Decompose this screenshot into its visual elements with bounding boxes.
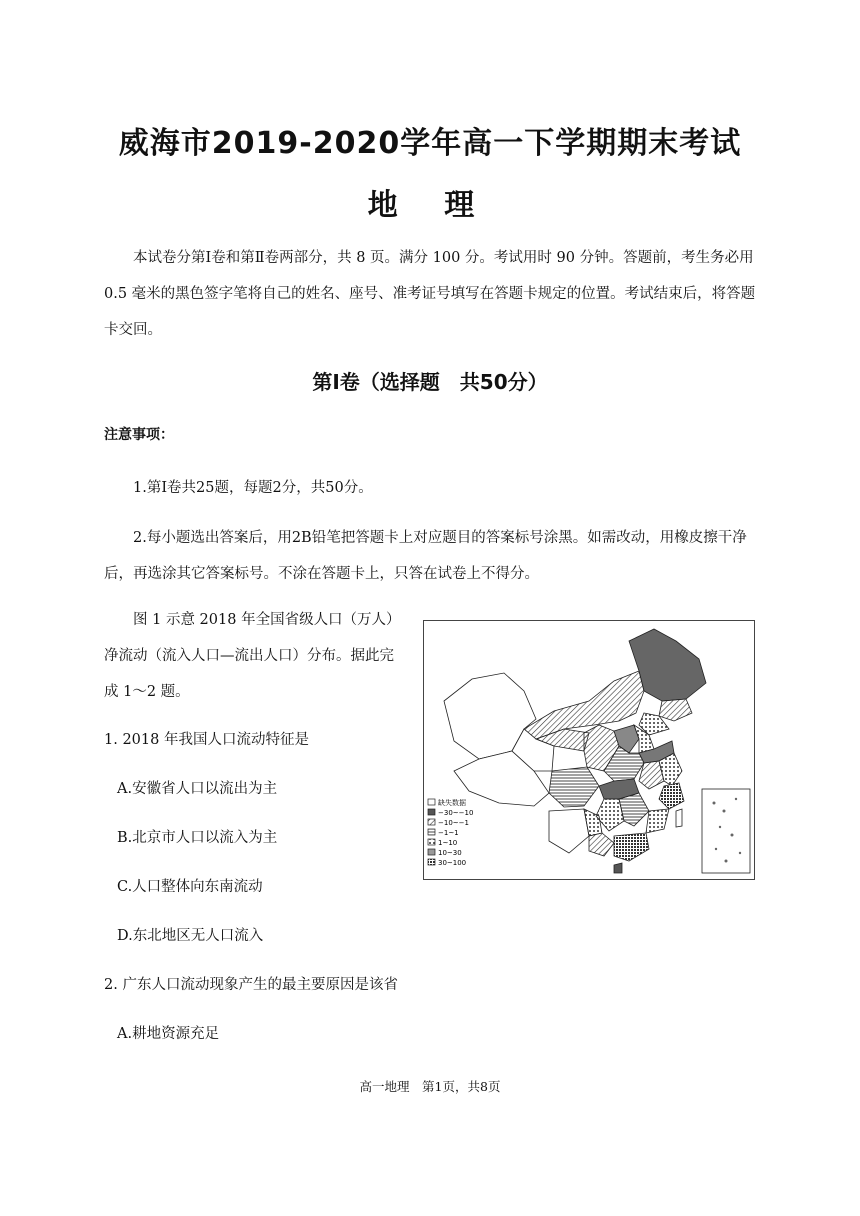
question-1-option-a: A.安徽省人口以流出为主 bbox=[117, 781, 278, 797]
region-guangdong bbox=[614, 833, 649, 861]
question-2-stem: 2. 广东人口流动现象产生的最主要原因是该省 bbox=[104, 977, 398, 993]
question-1-stem: 1. 2018 年我国人口流动特征是 bbox=[104, 732, 309, 748]
region-hainan bbox=[614, 863, 622, 873]
notice-item-2: 2.每小题选出答案后，用2B铅笔把答题卡上对应题目的答案标号涂黑。如需改动，用橡皮擦干净后，再选涂其它答案标号。不涂在答题卡上，只答在试卷上不得分。 bbox=[104, 530, 747, 582]
legend-item: 缺失数据 bbox=[438, 799, 466, 807]
region-sichuan bbox=[549, 767, 599, 807]
question-1-option-d: D.东北地区无人口流入 bbox=[117, 928, 264, 944]
region-yunnan bbox=[549, 809, 589, 853]
legend-item: −30~−10 bbox=[438, 809, 474, 817]
question-1-option-b: B.北京市人口以流入为主 bbox=[117, 830, 278, 846]
legend-item: 30~100 bbox=[438, 859, 467, 867]
section-title: 第Ⅰ卷（选择题 共50分） bbox=[312, 370, 548, 394]
region-zhejiang bbox=[659, 783, 684, 809]
intro-paragraph: 本试卷分第Ⅰ卷和第Ⅱ卷两部分，共 8 页。满分 100 分。考试用时 90 分钟。答题前，考生务必用 0.5 毫米的黑色签字笔将自己的姓名、座号、准考证号填写在答题卡规定的位置。考试结束后，将答题卡交回。 bbox=[104, 250, 756, 338]
region-jilin bbox=[659, 699, 692, 721]
china-population-map bbox=[423, 620, 755, 880]
question-2-option-a: A.耕地资源充足 bbox=[117, 1026, 220, 1042]
figure-caption: 图 1 示意 2018 年全国省级人口（万人）净流动（流入人口—流出人口）分布。据此完成 1～2 题。 bbox=[104, 612, 401, 700]
legend-item: 10~30 bbox=[438, 849, 462, 857]
notice-item-1: 1.第Ⅰ卷共25题，每题2分，共50分。 bbox=[133, 480, 373, 496]
map-drawing bbox=[424, 621, 754, 879]
region-taiwan bbox=[676, 809, 682, 827]
page-footer: 高一地理 第1页，共8页 bbox=[359, 1079, 501, 1094]
subject-title: 地 理 bbox=[367, 188, 493, 223]
notice-heading: 注意事项： bbox=[104, 427, 174, 443]
region-guangxi bbox=[589, 833, 614, 856]
region-fujian bbox=[646, 809, 669, 833]
map-legend bbox=[428, 798, 473, 867]
exam-title: 威海市2019-2020学年高一下学期期末考试 bbox=[118, 126, 742, 161]
legend-item: −10~−1 bbox=[438, 819, 469, 827]
question-1-option-c: C.人口整体向东南流动 bbox=[117, 879, 263, 895]
legend-item: 1~10 bbox=[438, 839, 458, 847]
legend-item: −1~1 bbox=[438, 829, 459, 837]
